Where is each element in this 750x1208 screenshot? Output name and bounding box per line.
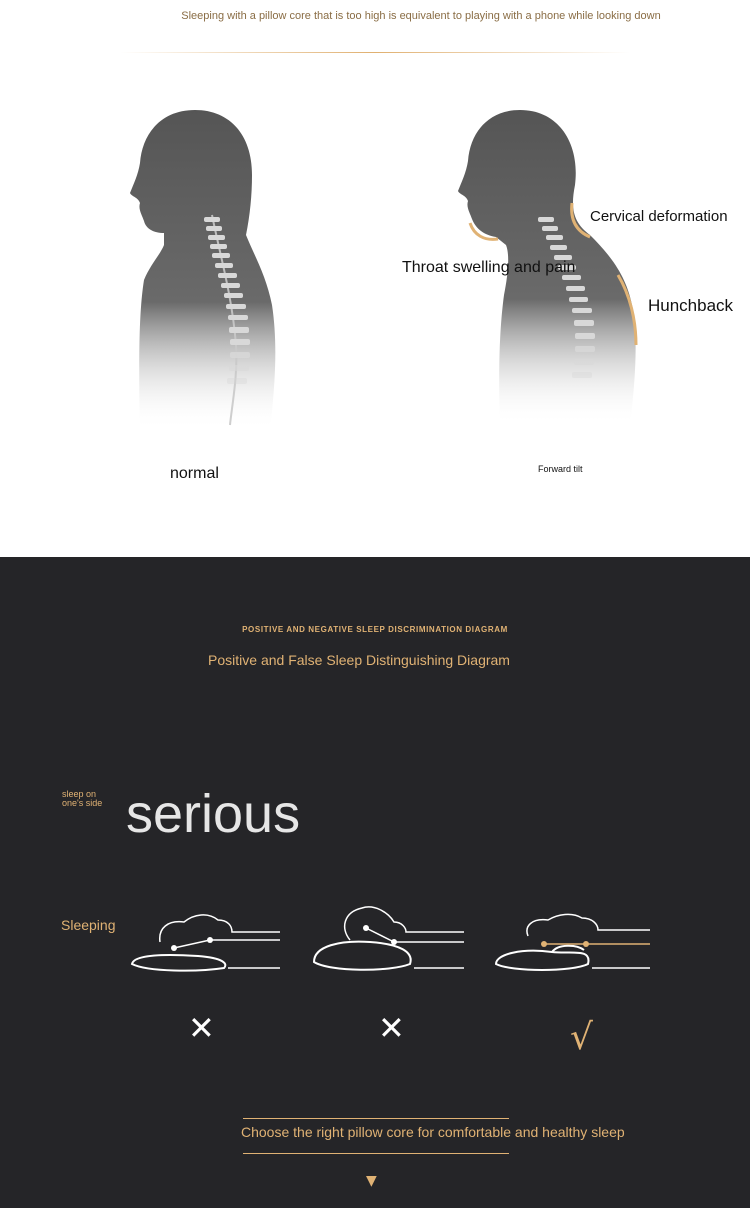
- wrong-mark-2: ✕: [378, 1009, 405, 1047]
- pillow-too-high-diagram: [310, 892, 470, 972]
- caption-line-top: [243, 1118, 509, 1119]
- pillow-too-low-diagram: [128, 892, 283, 972]
- correct-mark: √: [570, 1017, 593, 1058]
- serious-word: serious: [126, 784, 301, 844]
- hunchback-label: Hunchback: [648, 296, 734, 315]
- down-arrow-icon: ▼: [366, 1173, 377, 1189]
- throat-pain-label: Throat swelling and pain: [402, 259, 576, 276]
- side-sleep-label: sleep on one's side: [62, 789, 103, 808]
- diagram-heading: Positive and False Sleep Distinguishing Diagram: [208, 652, 510, 668]
- normal-posture-figure: [120, 105, 290, 430]
- top-section: [0, 0, 750, 557]
- wrong-mark-1: ✕: [188, 1009, 215, 1047]
- caption-line-bottom: [243, 1153, 509, 1154]
- gold-divider: [120, 52, 630, 53]
- forward-tilt-label: Forward tilt: [538, 464, 583, 474]
- cervical-deformation-label: Cervical deformation: [590, 208, 728, 225]
- small-heading: POSITIVE AND NEGATIVE SLEEP DISCRIMINATION DIAGRAM: [242, 625, 508, 634]
- bottom-caption: Choose the right pillow core for comfortable and healthy sleep: [241, 1124, 625, 1140]
- pillow-correct-diagram: [492, 892, 654, 972]
- pillow-caption: Sleeping with a pillow core that is too high is equivalent to playing with a phone while looking down: [181, 10, 661, 22]
- bottom-section: [0, 557, 750, 1208]
- sleeping-label: Sleeping: [61, 917, 116, 933]
- normal-label: normal: [170, 465, 219, 482]
